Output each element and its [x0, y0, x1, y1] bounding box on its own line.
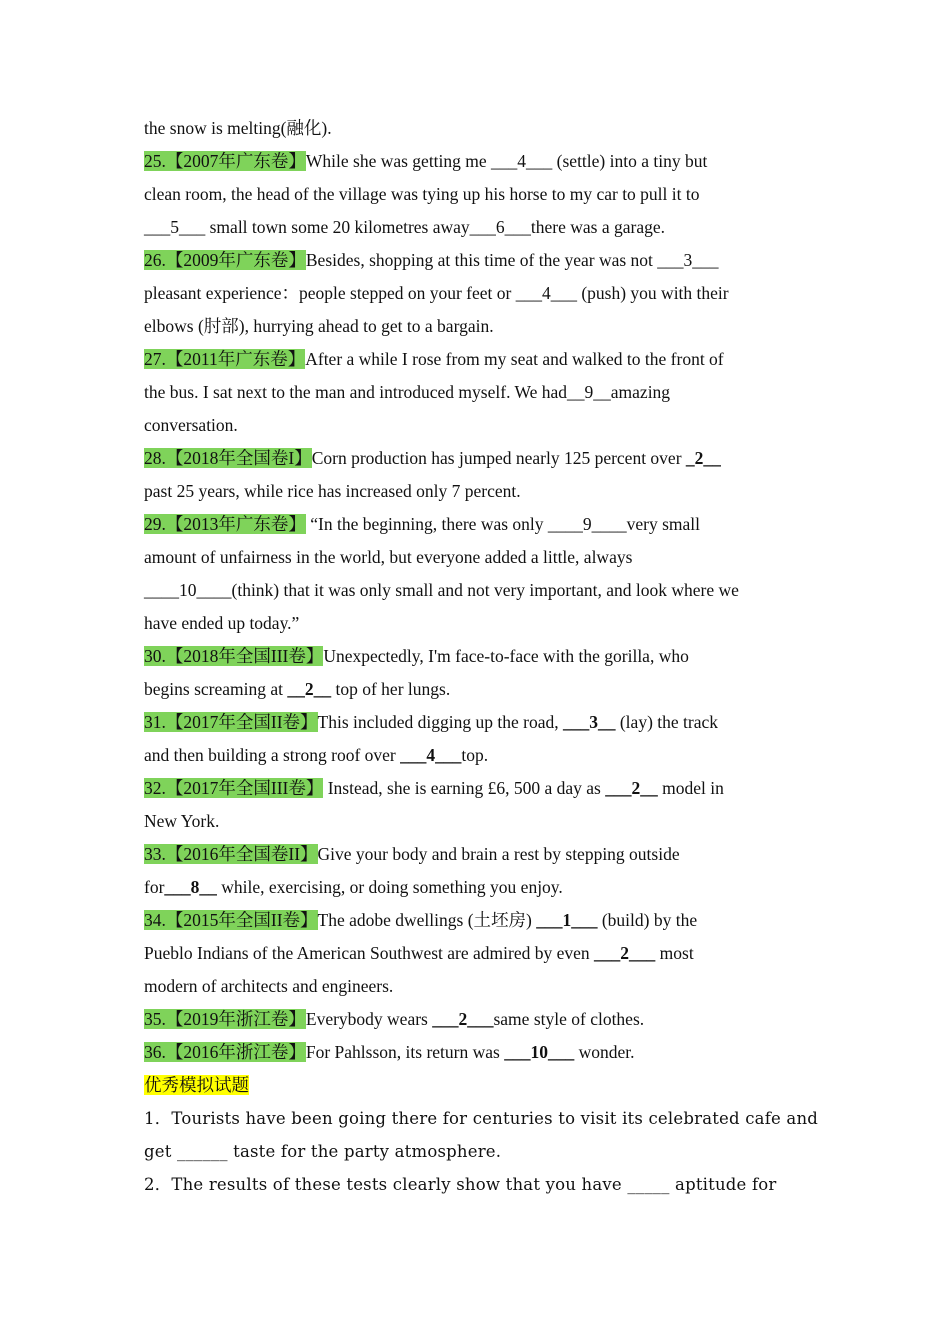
question-source-tag: 34.【2015年全国II卷】 — [144, 910, 318, 930]
text-line — [144, 1168, 804, 1201]
blank-answer: ___4___ — [400, 745, 462, 765]
line-text: begins screaming at — [144, 679, 288, 699]
blank-answer: ___2___ — [594, 943, 656, 963]
question-source-tag: 28.【2018年全国卷I】 — [144, 448, 312, 468]
line-text: After a while I rose from my seat and walked to the front of — [305, 349, 724, 369]
text-line — [144, 970, 804, 1003]
line-text: The adobe dwellings (土坯房) — [317, 910, 537, 930]
line-text: While she was getting me ___4___ (settle) into a tiny but — [305, 151, 708, 171]
line-text: pleasant experience：people stepped on your feet or ___4___ (push) you with their — [144, 283, 729, 303]
line-text: Give your body and brain a rest by stepping outside — [317, 844, 680, 864]
line-text: Besides, shopping at this time of the year was not ___3___ — [305, 250, 719, 270]
line-text: New York. — [144, 811, 220, 831]
line-text: This included digging up the road, — [317, 712, 563, 732]
line-text: the snow is melting(融化). — [144, 118, 332, 138]
line-text: amount of unfairness in the world, but everyone added a little, always — [144, 547, 633, 567]
question-source-tag: 30.【2018年全国III卷】 — [144, 646, 324, 666]
line-text: 1．Tourists have been going there for centuries to visit its celebrated cafe and — [144, 1109, 819, 1128]
line-text: 2．The results of these tests clearly show that you have _____ aptitude for — [144, 1175, 777, 1194]
blank-answer: __2__ — [287, 679, 332, 699]
text-line — [144, 871, 804, 904]
question-source-tag: 25.【2007年广东卷】 — [144, 151, 306, 171]
line-text: For Pahlsson, its return was — [305, 1042, 505, 1062]
text-line — [144, 310, 804, 343]
question-source-tag: 35.【2019年浙江卷】 — [144, 1009, 306, 1029]
text-line — [144, 112, 804, 145]
question-line — [144, 343, 804, 376]
text-line — [144, 178, 804, 211]
question-source-tag: 32.【2017年全国III卷】 — [144, 778, 324, 798]
blank-answer: ___10___ — [504, 1042, 575, 1062]
text-line — [144, 541, 804, 574]
line-text: Everybody wears — [305, 1009, 433, 1029]
question-source-tag: 31.【2017年全国II卷】 — [144, 712, 318, 732]
text-line — [144, 937, 804, 970]
line-text: past 25 years, while rice has increased only 7 percent. — [144, 481, 521, 501]
line-text: Corn production has jumped nearly 125 percent over — [311, 448, 686, 468]
line-text: ___5___ small town some 20 kilometres away___6___there was a garage. — [144, 217, 665, 237]
line-text: wonder. — [574, 1042, 635, 1062]
blank-answer: ___2___ — [432, 1009, 494, 1029]
line-text: top of her lungs. — [331, 679, 451, 699]
question-line — [144, 442, 804, 475]
text-line — [144, 277, 804, 310]
line-text: modern of architects and engineers. — [144, 976, 394, 996]
line-text: elbows (肘部), hurrying ahead to get to a bargain. — [144, 316, 494, 336]
blank-answer: ___8__ — [164, 877, 217, 897]
blank-answer: ___3__ — [562, 712, 616, 732]
text-line — [144, 409, 804, 442]
document-body — [144, 112, 819, 1201]
line-text: Instead, she is earning £6, 500 a day as — [323, 778, 606, 798]
text-line — [144, 475, 804, 508]
question-source-tag: 29.【2013年广东卷】 — [144, 514, 306, 534]
question-source-tag: 26.【2009年广东卷】 — [144, 250, 306, 270]
line-text: (build) by the — [597, 910, 698, 930]
line-text: have ended up today.” — [144, 613, 300, 633]
line-text: “In the beginning, there was only ____9____very small — [305, 514, 701, 534]
line-text: ____10____(think) that it was only small and not very important, and look where we — [144, 580, 739, 600]
heading-text: 优秀模拟试题 — [144, 1075, 249, 1095]
line-text: Unexpectedly, I'm face-to-face with the gorilla, who — [323, 646, 689, 666]
line-text: conversation. — [144, 415, 238, 435]
text-line — [144, 574, 804, 607]
text-line — [144, 211, 804, 244]
blank-answer: ___1___ — [536, 910, 598, 930]
question-line — [144, 640, 804, 673]
text-line — [144, 805, 804, 838]
question-source-tag: 36.【2016年浙江卷】 — [144, 1042, 306, 1062]
line-text: the bus. I sat next to the man and introduced myself. We had__9__amazing — [144, 382, 671, 402]
line-text: (lay) the track — [615, 712, 718, 732]
text-line — [144, 739, 804, 772]
line-text: most — [655, 943, 694, 963]
question-source-tag: 33.【2016年全国卷II】 — [144, 844, 318, 864]
line-text: while, exercising, or doing something you enjoy. — [216, 877, 563, 897]
text-line — [144, 673, 804, 706]
question-source-tag: 27.【2011年广东卷】 — [144, 349, 306, 369]
line-text: model in — [657, 778, 724, 798]
question-line — [144, 838, 804, 871]
text-line — [144, 1135, 804, 1168]
text-line — [144, 1102, 819, 1135]
line-text: Pueblo Indians of the American Southwest are admired by even — [144, 943, 595, 963]
line-text: top. — [461, 745, 489, 765]
question-line — [144, 772, 804, 805]
line-text: for — [144, 877, 165, 897]
question-line — [144, 244, 804, 277]
question-line — [144, 145, 804, 178]
blank-answer: _2__ — [685, 448, 721, 468]
line-text: clean room, the head of the village was tying up his horse to my car to pull it to — [144, 184, 700, 204]
question-line — [144, 1003, 804, 1036]
question-line — [144, 508, 804, 541]
line-text: and then building a strong roof over — [144, 745, 401, 765]
line-text: get ______ taste for the party atmosphere. — [144, 1142, 502, 1161]
text-line — [144, 376, 804, 409]
question-line — [144, 706, 804, 739]
line-text: same style of clothes. — [493, 1009, 645, 1029]
question-line — [144, 1036, 804, 1069]
blank-answer: ___2__ — [605, 778, 658, 798]
text-line — [144, 607, 804, 640]
question-line — [144, 904, 804, 937]
section-heading — [144, 1069, 804, 1102]
